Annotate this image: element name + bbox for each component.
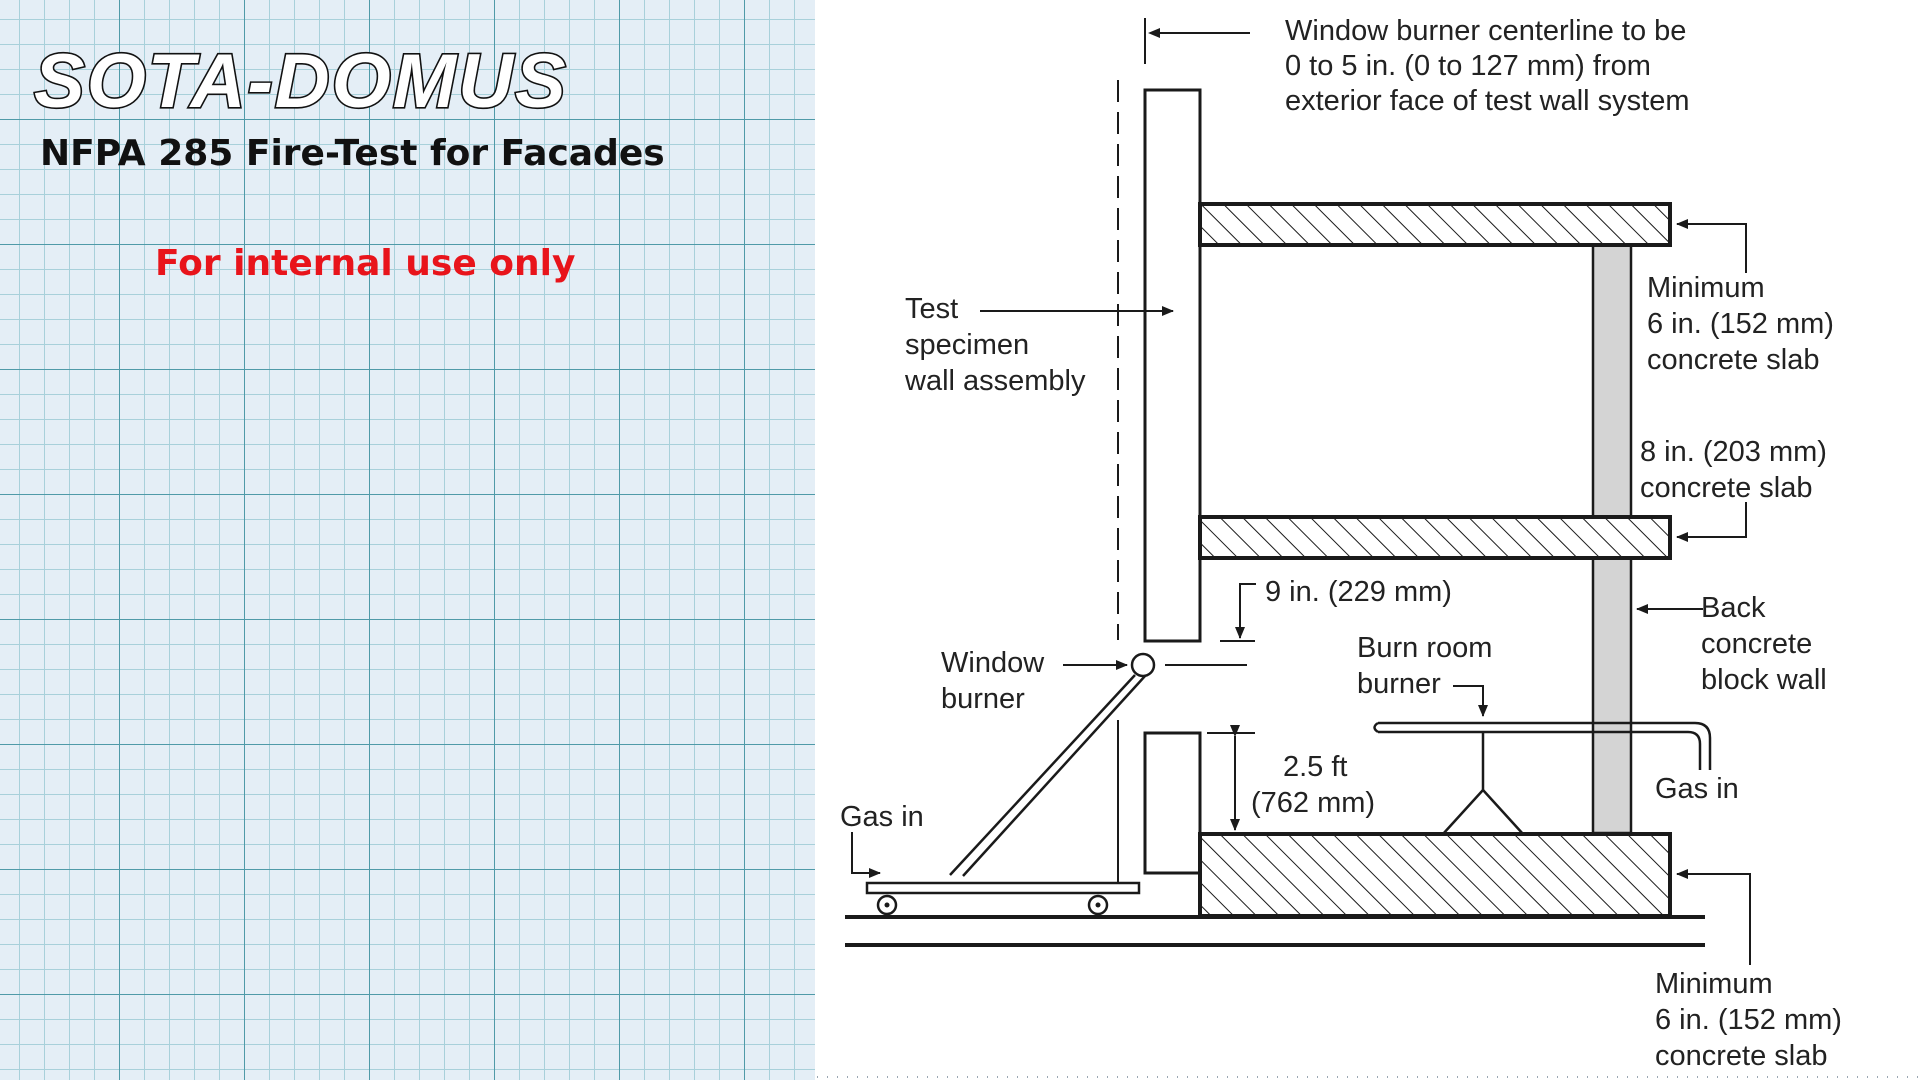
back-wall-label: Back concrete block wall	[1701, 592, 1827, 696]
window-burner-head	[1132, 654, 1154, 676]
centerline-note: Window burner centerline to be 0 to 5 in. (0 to 127 mm) from exterior face of test wall system	[1285, 15, 1690, 117]
top-concrete-slab	[1200, 204, 1670, 245]
bottom-slab-label: Minimum 6 in. (152 mm) concrete slab	[1655, 968, 1842, 1072]
mid-slab-leader	[1677, 502, 1746, 537]
cart-wheel-right-hub	[1096, 903, 1101, 908]
burn-room-gas-pipe-outer	[1378, 723, 1710, 770]
burn-room-gas-pipe-inner	[1378, 732, 1700, 770]
opening-height-label: 2.5 ft (762 mm)	[1251, 751, 1376, 819]
bottom-concrete-slab	[1200, 834, 1670, 916]
nfpa-285-test-apparatus-diagram	[815, 0, 1920, 1080]
internal-use-notice: For internal use only	[155, 243, 576, 284]
sota-domus-logo	[0, 34, 815, 124]
gas-in-left-arrow	[852, 832, 880, 873]
gas-in-left-label: Gas in	[840, 801, 924, 833]
opening-offset-label: 9 in. (229 mm)	[1265, 576, 1452, 608]
test-specimen-wall-lower	[1145, 733, 1200, 873]
mid-slab-label: 8 in. (203 mm) concrete slab	[1640, 436, 1827, 504]
cart-wheel-left-hub	[885, 903, 890, 908]
top-slab-leader	[1677, 224, 1746, 273]
gas-in-right-label: Gas in	[1655, 773, 1739, 805]
burn-room-burner-label: Burn room burner	[1357, 632, 1493, 700]
page-subtitle: NFPA 285 Fire-Test for Facades	[40, 133, 665, 174]
centerline-callout-arrowhead	[1148, 28, 1160, 38]
test-specimen-label: Test specimen wall assembly	[905, 293, 1086, 397]
bottom-slab-leader	[1677, 874, 1750, 965]
gas-pipe-cap	[1375, 723, 1379, 732]
offset-dim-leader	[1240, 584, 1256, 590]
middle-concrete-slab	[1200, 517, 1670, 558]
graph-paper-panel	[0, 0, 815, 1080]
top-slab-label: Minimum 6 in. (152 mm) concrete slab	[1647, 272, 1834, 376]
window-burner-label: Window burner	[941, 647, 1045, 715]
burn-room-burner-hood	[1443, 790, 1523, 834]
test-specimen-wall-upper	[1145, 90, 1200, 641]
burner-cart-platform	[867, 883, 1139, 893]
burn-room-burner-leader	[1453, 686, 1483, 716]
logo-text: SOTA-DOMUS	[34, 39, 568, 124]
